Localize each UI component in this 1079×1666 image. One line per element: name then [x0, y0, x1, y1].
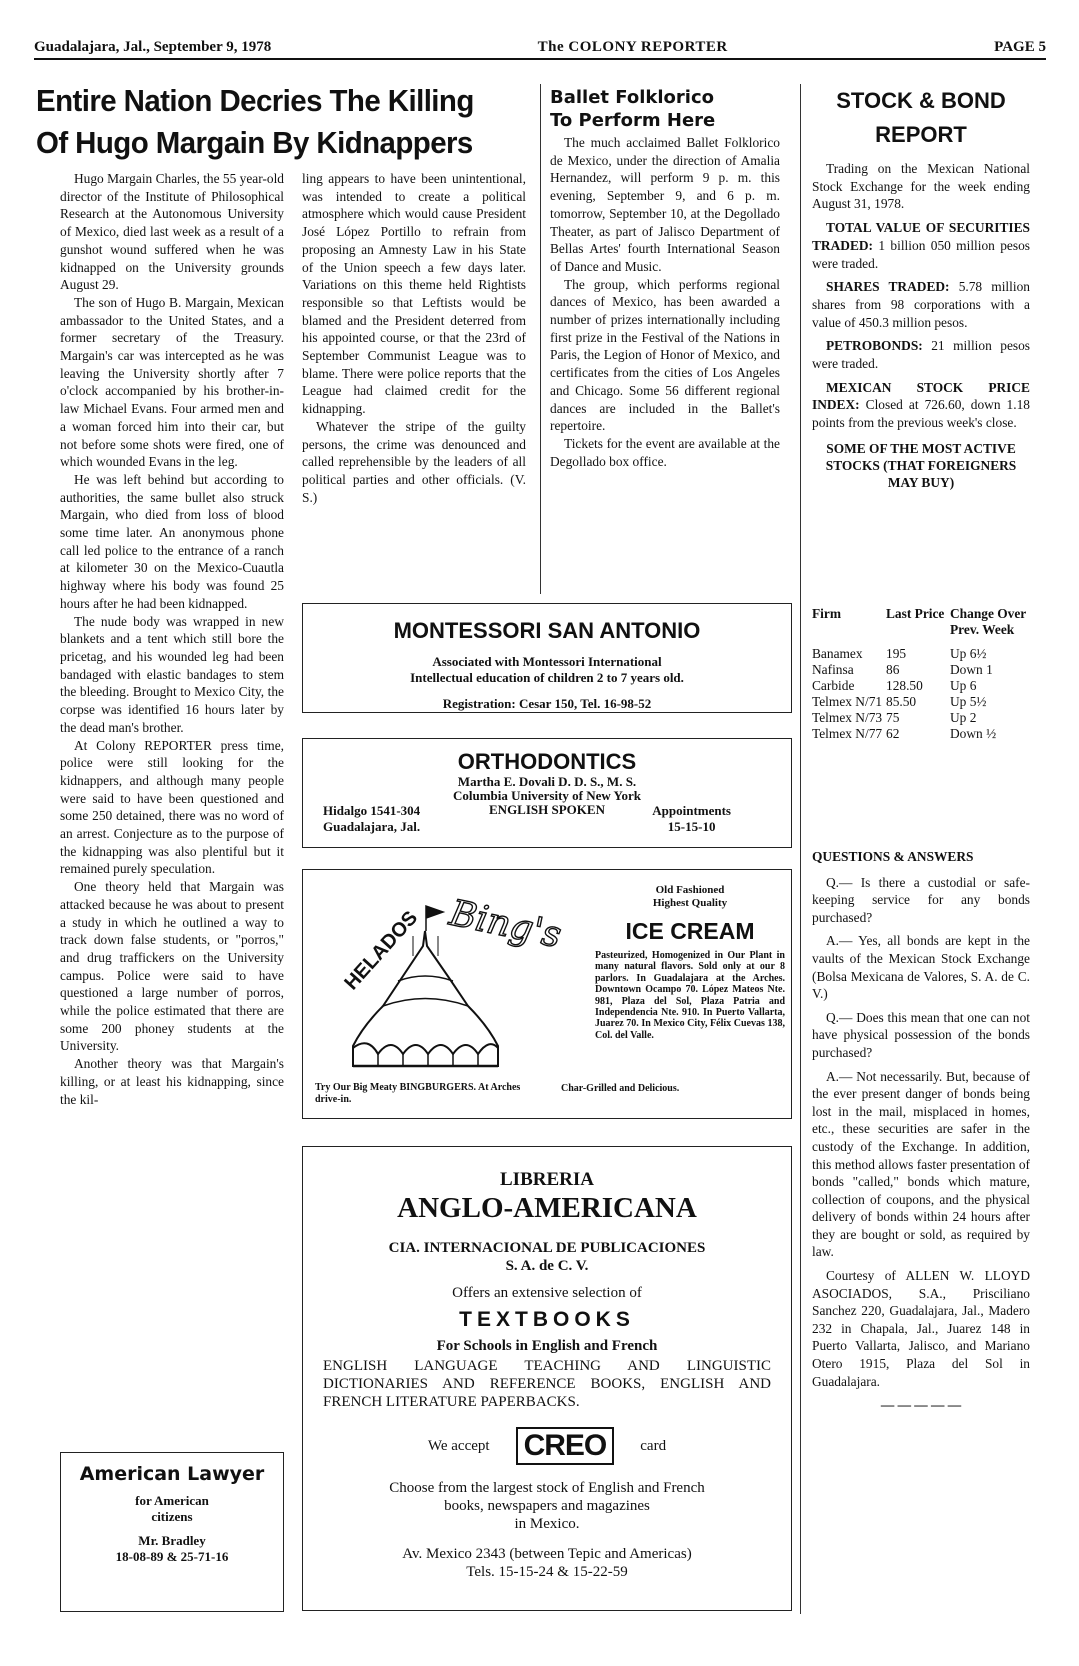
price-cell: 195 — [886, 646, 907, 661]
stock-index-label: MEXICAN STOCK PRICE INDEX: — [812, 379, 1030, 413]
price-cell: 75 — [886, 710, 900, 725]
stock-petro-label: PETROBONDS: — [826, 338, 923, 354]
paragraph: At Colony REPORTER press time, police were still looking for the kidnappers, and although many people were said to have been questioned and some 250 detained, there was no word of an arrest. Conjecture as to the purpose of the kidnapping was also plentiful but it remained purely speculation. — [60, 737, 284, 877]
ortho-title: ORTHODONTICS — [457, 749, 637, 774]
qa-item: Q.— Does this mean that one can not have physical possession of the bonds purchased? — [812, 1009, 1030, 1060]
change-cell: Down 1 — [950, 662, 993, 677]
ortho-appointments-phone: 15-15-10 — [667, 819, 716, 834]
table-row — [812, 694, 1030, 710]
libreria-list: ENGLISH LANGUAGE TEACHING AND LINGUISTIC DICTIONARIES AND REFERENCE BOOKS, ENGLISH AND FRENCH LITERATURE PAPERBACKS. — [323, 1358, 771, 1410]
ortho-line-2: Columbia University of New York — [452, 788, 641, 803]
table-row — [812, 678, 1030, 694]
ice-cream-ad — [302, 869, 792, 1119]
libreria-accept: We accept — [427, 1437, 490, 1454]
ice-cream-footer-right: Char-Grilled and Delicious. — [561, 1083, 680, 1094]
ortho-address-line-2: Guadalajara, Jal. — [323, 819, 421, 834]
stock-index — [812, 379, 1030, 432]
ortho-address-line-1: Hidalgo 1541-304 — [323, 803, 421, 818]
montessori-line-2: Intellectual education of children 2 to 7 years old. — [410, 670, 684, 685]
paragraph: Hugo Margain Charles, the 55 year-old director of the Institute of Philosophical Research at the Autonomous University of Mexico, died last week as a result of a gunshot wound suffered when he was kidnapped on the University grounds August 29. — [60, 171, 284, 293]
libreria-textbooks: TEXTBOOKS — [459, 1308, 635, 1331]
stock-headline-line-2: REPORT — [875, 122, 967, 147]
libreria-company-2: S. A. de C. V. — [505, 1258, 589, 1274]
firm-cell: Banamex — [812, 646, 863, 661]
libreria-choose-3: in Mexico. — [514, 1516, 580, 1532]
lead-headline — [36, 80, 513, 164]
paragraph: ling appears to have been unintentional, was intended to create a political atmosphere which would cause President José López Portillo to refrain from proposing an Amnesty Law in his State of the Union speech a few days later. Variations on this theme held Rightists responsible so that Leftists would be blamed and the President deterred from his appointed course, or that the 23rd of September Communist League was to blame. There were police reports that the League had claimed credit for the kidnapping. — [302, 171, 526, 417]
stock-headline-line-1: STOCK & BOND — [836, 88, 1006, 113]
ice-cream-copy — [595, 884, 785, 1041]
lead-story-column-2 — [302, 170, 526, 506]
paragraph: Tickets for the event are available at the Degollado box office. — [550, 435, 780, 469]
stock-table — [812, 606, 1030, 742]
stock-total-label: TOTAL VALUE OF SECURITIES TRADED: — [812, 220, 1030, 253]
stock-table-title: SOME OF THE MOST ACTIVE STOCKS (THAT FOREIGNERS MAY BUY) — [825, 440, 1017, 490]
paragraph: The son of Hugo B. Margain, Mexican ambassador to the United States, and a former secretary of the Treasury. Margain's car was intercepted as he was leaving the University shortly after 7 o'clock accompanied by his brother-in-law Michael Evans. Four armed men and a woman forced him into their car, but not before some shots were fired, one of which wounded Evans in the leg. — [60, 294, 284, 470]
firm-cell: Telmex N/77 — [812, 726, 883, 741]
credit-card-logo: CREO — [516, 1427, 615, 1465]
libreria-card: card — [640, 1437, 667, 1454]
price-cell: 86 — [886, 662, 900, 677]
stock-headline — [812, 84, 1030, 152]
libreria-title-1: LIBRERIA — [500, 1169, 594, 1190]
stock-table-header — [812, 606, 1030, 638]
libreria-company-1: CIA. INTERNACIONAL DE PUBLICACIONES — [388, 1240, 706, 1256]
orthodontics-ad — [302, 738, 792, 848]
lawyer-title: American Lawyer — [79, 1463, 265, 1485]
table-row — [812, 646, 1030, 662]
ballet-headline — [550, 86, 790, 132]
firm-cell: Telmex N/71 — [812, 694, 883, 709]
change-cell: Down ½ — [950, 726, 997, 741]
header-last-price: Last Price — [886, 606, 945, 621]
price-cell: 128.50 — [886, 678, 923, 693]
lawyer-line-1: for American — [135, 1493, 209, 1508]
stock-total-value: 1 billion 050 million pesos were traded. — [812, 237, 1030, 271]
libreria-choose-1: Choose from the largest stock of English and French — [389, 1480, 705, 1496]
stock-petrobonds — [812, 337, 1030, 372]
stock-index-value: Closed at 726.60, down 1.18 points from the previous week's close. — [812, 397, 1030, 431]
libreria-address: Av. Mexico 2343 (between Tepic and Americas) — [402, 1546, 692, 1562]
paragraph: He was left behind but according to authorities, the same bullet also struck Margain, who died from loss of blood some time later. An anonymous phone call led police to the entrance of a ranch at kilometer 30 on the Mexico-Cuautla highway where his body was found 25 hours after he had been kidnapped. — [60, 471, 284, 611]
end-mark: — — — — — — [880, 1397, 962, 1413]
questions-answers — [812, 848, 1030, 1414]
montessori-title: MONTESSORI SAN ANTONIO — [393, 618, 701, 643]
paragraph: The group, which performs regional dances of Mexico, has been awarded a number of prizes internationally including first prize in the Festival of the Nations in Paris, the Legion of Honor of Mexico, and certificates from the cities of Los Angeles and Chicago. Some 56 different regional dances are included in the Ballet's repertoire. — [550, 276, 780, 434]
page-number: PAGE 5 — [994, 38, 1046, 55]
libreria-tels: Tels. 15-15-24 & 15-22-59 — [466, 1564, 628, 1580]
paragraph: One theory held that Margain was attacked because he was about to present a study in which he outlined a way to track down false students, or "porros," and drug traffickers on the University campus. Police were said to have questioned a large number of porros, while the police estimated that there are some 200 phoney students at the University. — [60, 879, 284, 1054]
lawyer-line-3: Mr. Bradley — [138, 1533, 206, 1548]
ice-cream-tag-1: Old Fashioned — [655, 884, 725, 896]
montessori-line-3: Registration: Cesar 150, Tel. 16-98-52 — [442, 696, 652, 711]
ortho-line-1: Martha E. Dovali D. D. S., M. S. — [457, 774, 637, 789]
stock-petro-value: 21 million pesos were traded. — [812, 338, 1030, 372]
paragraph: The much acclaimed Ballet Folklorico de Mexico, under the direction of Amalia Hernandez, will perform 9 p. m. this evening, September 9, and 6 p. m. tomorrow, September 10, at the Degollado Theater, as part of Jalisco Department of Bellas Artes' fourth International Season of Dance and Music. — [550, 135, 780, 274]
ballet-headline-line-1: Ballet Folklorico — [550, 87, 714, 108]
ortho-appointments-label: Appointments — [652, 803, 731, 818]
montessori-ad — [302, 603, 792, 713]
libreria-title-2: ANGLO-AMERICANA — [397, 1192, 697, 1224]
publication-name: The COLONY REPORTER — [537, 38, 728, 55]
ice-cream-title: ICE CREAM — [625, 918, 755, 944]
stock-shares — [812, 278, 1030, 331]
ice-cream-body: Pasteurized, Homogenized in Our Plant in many natural flavors. Sold only at our 8 parlors. In Guadalajara at the Arches. Downtown Ocampo 70. López Mateos Nte. 981, Plaza del Sol, Plaza Patria and Independencia Nte. 910. In Puerto Vallarta, Juarez 70. In Mexico City, Félix Cuevas 138, Col. del Valle. — [595, 950, 785, 1041]
stock-report — [812, 160, 1030, 491]
lead-headline-line-2: Of Hugo Margain By Kidnappers — [36, 125, 473, 160]
change-cell: Up 6 — [950, 678, 977, 693]
firm-cell: Carbide — [812, 678, 855, 693]
ballet-headline-line-2: To Perform Here — [550, 110, 716, 131]
column-rule — [800, 84, 801, 1614]
helados-text: HELADOS — [340, 906, 423, 995]
price-cell: 85.50 — [886, 694, 917, 709]
paragraph: Another theory was that Margain's killing, or at least his kidnapping, since the kil- — [60, 1056, 284, 1107]
paragraph: Whatever the stripe of the guilty persons, the crime was denounced and called reprehensible by the leaders of all political parties and other officials. (V. S.) — [302, 418, 526, 505]
qa-item: A.— Not necessarily. But, because of the ever present danger of bonds being lost in the mail, misplaced in homes, etc., these securities are safer in the custody of the Exchange. In addition, this method allows faster presentation of bonds "called," bonds which mature, collection of coupons, and the physical delivery of bonds within 24 hours after they are bought or sold, as required by law. — [812, 1068, 1030, 1260]
montessori-line-1: Associated with Montessori International — [432, 654, 662, 669]
paragraph: The nude body was wrapped in new blankets and a tent which still bore the pricetag, and his wounded leg had been bandaged with elastic bandages to stem the bleeding. Brought to Mexico City, the corpse was identified 16 hours later by the dead man's brother. — [60, 613, 284, 735]
change-cell: Up 6½ — [950, 646, 987, 661]
libreria-schools: For Schools in English and French — [436, 1338, 658, 1354]
ballet-story — [550, 134, 780, 470]
qa-title: QUESTIONS & ANSWERS — [812, 849, 974, 864]
ice-cream-tag-2: Highest Quality — [652, 897, 728, 909]
lawyer-line-2: citizens — [151, 1509, 193, 1524]
firm-cell: Nafinsa — [812, 662, 854, 677]
header-firm: Firm — [812, 606, 841, 621]
stock-total — [812, 219, 1030, 272]
stock-shares-value: 5.78 million shares from 98 corporations with a value of 450.3 million pesos. — [812, 279, 1030, 330]
table-row — [812, 710, 1030, 726]
ortho-address — [323, 803, 420, 835]
qa-item: Q.— Is there a custodial or safe-keeping service for any bonds purchased? — [812, 874, 1030, 925]
change-cell: Up 2 — [950, 710, 977, 725]
american-lawyer-ad — [60, 1452, 284, 1612]
masthead — [34, 36, 1046, 60]
libreria-card-row — [303, 1427, 791, 1465]
stock-shares-label: SHARES TRADED: — [826, 279, 950, 295]
libreria-offers: Offers an extensive selection of — [452, 1285, 642, 1301]
qa-item: A.— Yes, all bonds are kept in the vaults of the Mexican Stock Exchange (Bolsa Mexicana de Valores, S. A. de C. V.) — [812, 933, 1030, 1002]
table-row — [812, 662, 1030, 678]
lead-story-column-1 — [60, 170, 284, 1108]
libreria-ad — [302, 1146, 792, 1611]
qa-courtesy: Courtesy of ALLEN W. LLOYD ASOCIADOS, S.A., Prisciliano Sanchez 220, Guadalajara, Jal., Madero 232 in Chapala, Jal., Juarez 148 in Puerto Vallarta, Jalisco, and Mariano Otero 1915, Plaza del Sol in Guadalajara. — [812, 1268, 1030, 1389]
libreria-choose-2: books, newspapers and magazines — [444, 1498, 650, 1514]
lead-headline-line-1: Entire Nation Decries The Killing — [36, 83, 474, 118]
column-rule — [540, 84, 541, 594]
helados-bings-logo — [313, 876, 583, 1076]
firm-cell: Telmex N/73 — [812, 710, 883, 725]
price-cell: 62 — [886, 726, 900, 741]
header-change: Change Over Prev. Week — [950, 606, 1027, 637]
ortho-line-3: ENGLISH SPOKEN — [489, 802, 605, 817]
lawyer-line-4: 18-08-89 & 25-71-16 — [115, 1549, 229, 1564]
stock-intro: Trading on the Mexican National Stock Exchange for the week ending August 31, 1978. — [812, 161, 1030, 212]
dateline: Guadalajara, Jal., September 9, 1978 — [34, 38, 272, 55]
table-row — [812, 726, 1030, 742]
change-cell: Up 5½ — [950, 694, 987, 709]
ortho-appointments — [652, 803, 731, 835]
bings-script-text: Bing's — [446, 892, 565, 957]
ice-cream-footer-left: Try Our Big Meaty BINGBURGERS. At Arches drive-in. — [315, 1082, 521, 1105]
